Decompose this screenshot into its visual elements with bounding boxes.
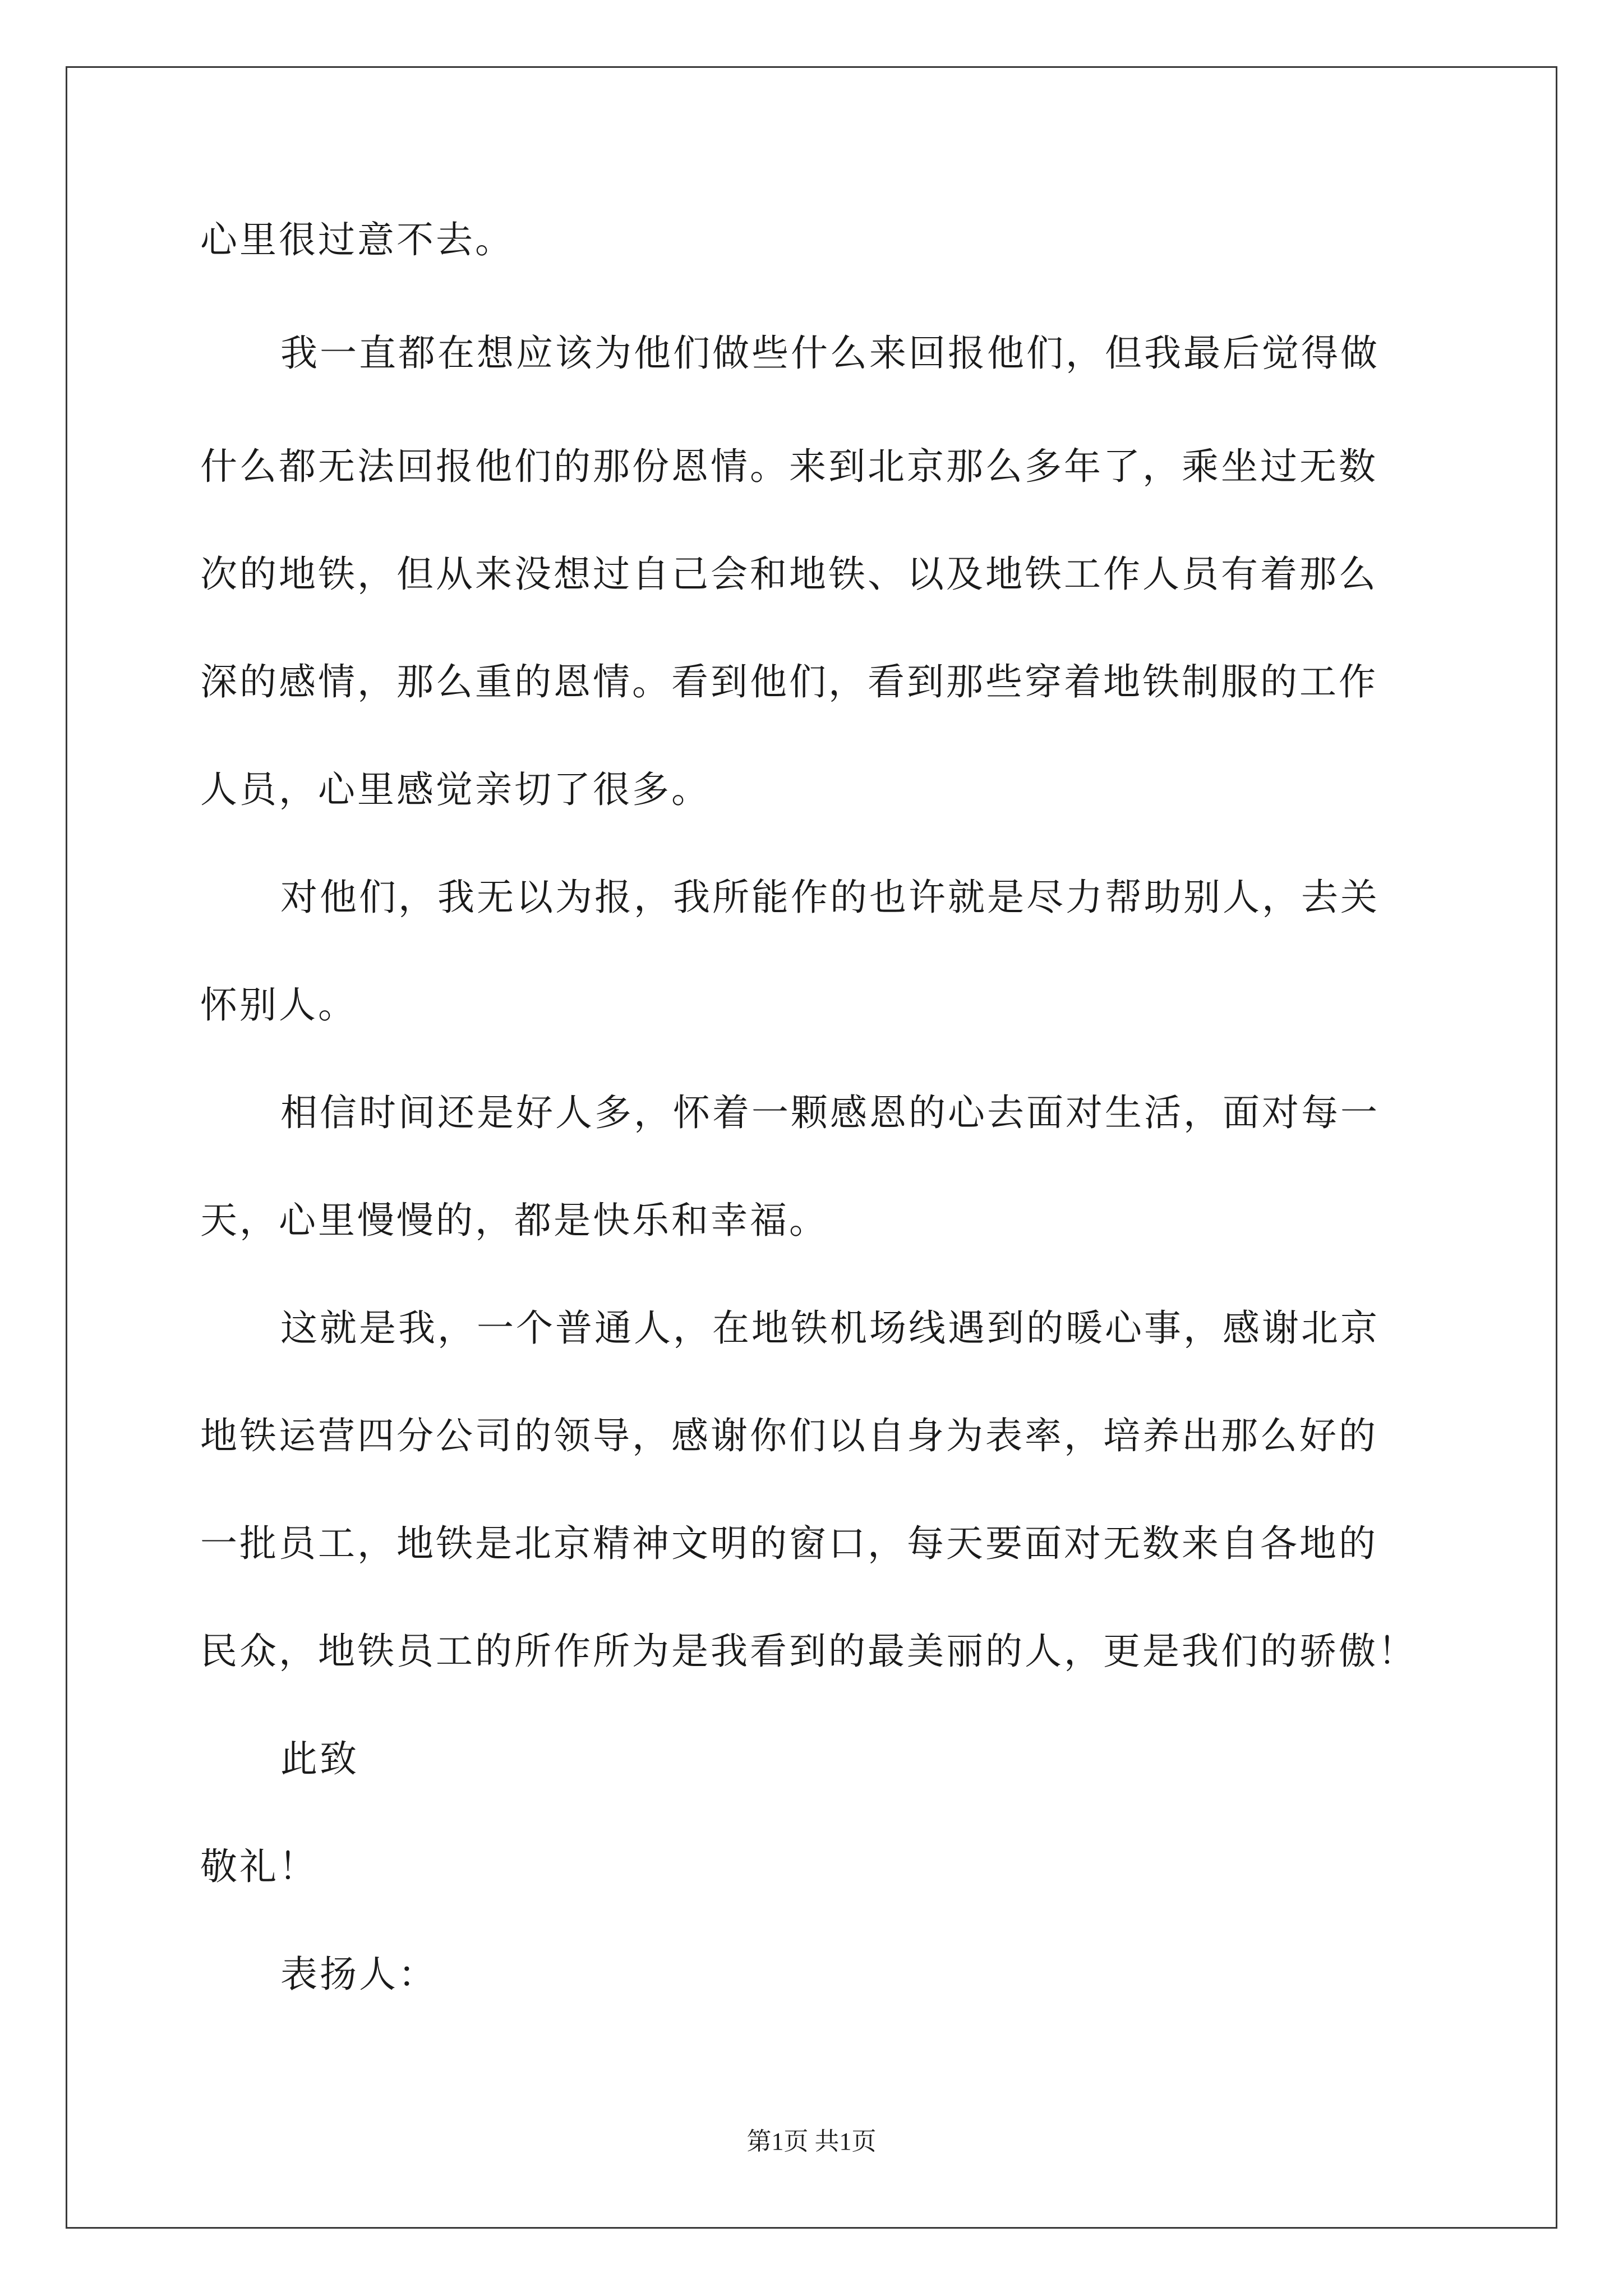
text-line: 什么都无法回报他们的那份恩情。来到北京那么多年了，乘坐过无数 bbox=[200, 445, 1378, 488]
text-line: 深的感情，那么重的恩情。看到他们，看到那些穿着地铁制服的工作 bbox=[200, 660, 1378, 703]
text-line: 这就是我，一个普通人，在地铁机场线遇到的暖心事，感谢北京 bbox=[280, 1306, 1380, 1350]
text-line: 天，心里慢慢的，都是快乐和幸福。 bbox=[200, 1199, 828, 1242]
text-line: 我一直都在想应该为他们做些什么来回报他们，但我最后觉得做 bbox=[280, 332, 1380, 375]
text-line: 人员，心里感觉亲切了很多。 bbox=[200, 768, 711, 811]
text-line: 地铁运营四分公司的领导，感谢你们以自身为表率，培养出那么好的 bbox=[200, 1414, 1378, 1457]
text-line: 怀别人。 bbox=[200, 983, 357, 1027]
text-line: 对他们，我无以为报，我所能作的也许就是尽力帮助别人，去关 bbox=[280, 876, 1380, 919]
text-line: 一批员工，地铁是北京精神文明的窗口，每天要面对无数来自各地的 bbox=[200, 1522, 1378, 1565]
page-border bbox=[66, 66, 1557, 2229]
text-line: 民众，地铁员工的所作所为是我看到的最美丽的人，更是我们的骄傲！ bbox=[200, 1630, 1417, 1673]
text-line: 次的地铁，但从来没想过自己会和地铁、以及地铁工作人员有着那么 bbox=[200, 553, 1378, 596]
page-number-footer: 第1页 共1页 bbox=[746, 2128, 877, 2155]
closing-regards: 敬礼！ bbox=[200, 1845, 318, 1888]
closing-salutation: 此致 bbox=[280, 1737, 359, 1780]
signature-label: 表扬人： bbox=[280, 1953, 437, 1996]
text-line: 心里很过意不去。 bbox=[200, 218, 514, 261]
text-line: 相信时间还是好人多，怀着一颗感恩的心去面对生活，面对每一 bbox=[280, 1091, 1380, 1134]
